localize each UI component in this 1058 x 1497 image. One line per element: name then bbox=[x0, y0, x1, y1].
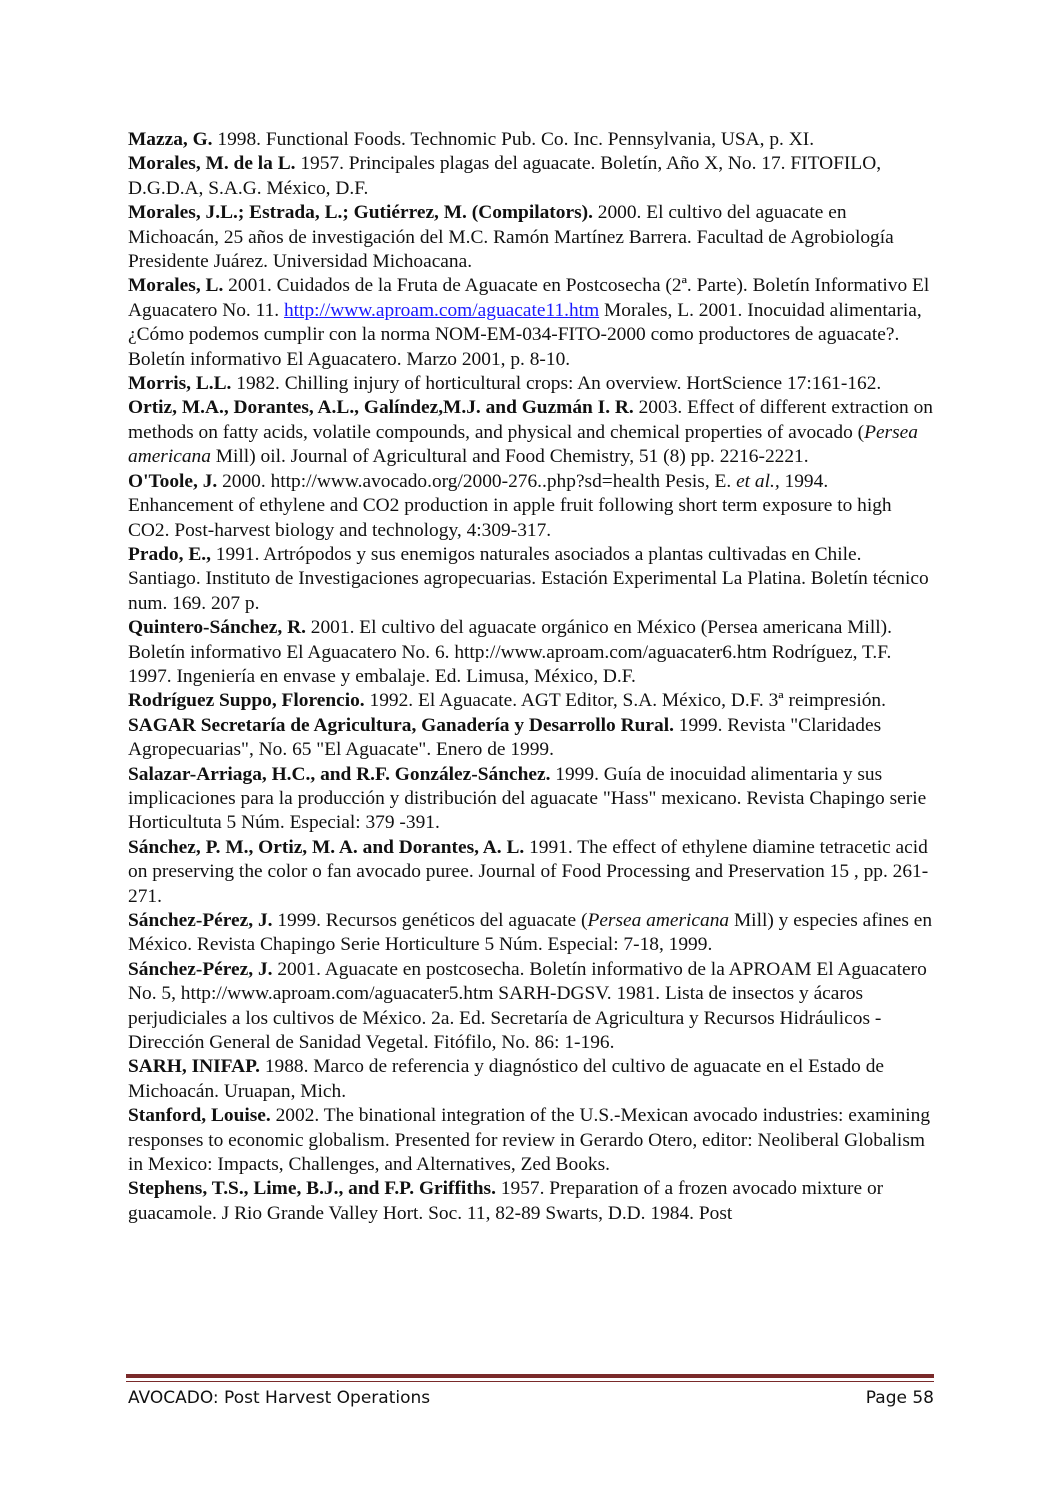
reference-entry bbox=[128, 616, 936, 689]
reference-author: Stanford, Louise. bbox=[128, 1105, 271, 1127]
footer-rule-thin bbox=[126, 1381, 934, 1382]
reference-author: Prado, E., bbox=[128, 543, 211, 565]
reference-text: 1991. Artrópodos y sus enemigos naturales asociados a plantas cultivadas en Chile. Santiago. Instituto de Investigaciones agropecuarias. Estación Experimental La Platina. Boletín técnico num. 169. 207 p. bbox=[128, 543, 929, 614]
reference-text: 1999. Guía de inocuidad alimentaria y sus implicaciones para la producción y distribución del aguacate "Hass" mexicano. Revista Chapingo serie Horticultuta 5 Núm. Especial: 379 -391. bbox=[128, 763, 927, 834]
reference-author: Morales, J.L.; Estrada, L.; Gutiérrez, M. (Compilators). bbox=[128, 202, 593, 224]
reference-author: Quintero-Sánchez, R. bbox=[128, 617, 306, 639]
reference-author: SAGAR Secretaría de Agricultura, Ganadería y Desarrollo Rural. bbox=[128, 714, 674, 736]
reference-entry bbox=[128, 543, 936, 616]
reference-text: 1994. Enhancement of ethylene and CO2 production in apple fruit following short term exposure to high CO2. Post-harvest biology and technology, 4:309-317. bbox=[128, 470, 892, 541]
reference-entry bbox=[128, 396, 936, 469]
reference-italic-text: Persea americana bbox=[128, 421, 918, 468]
page-number: Page 58 bbox=[865, 1388, 934, 1408]
reference-entry bbox=[128, 1104, 936, 1177]
reference-text: Mill) oil. Journal of Agricultural and Food Chemistry, 51 (8) pp. 2216-2221. bbox=[210, 446, 809, 468]
reference-author: Rodríguez Suppo, Florencio. bbox=[128, 690, 365, 712]
reference-author: Morris, L.L. bbox=[128, 373, 232, 395]
reference-text: 1991. The effect of ethylene diamine tetracetic acid on preserving the color o fan avocado puree. Journal of Food Processing and Preservation 15 , pp. 261-271. bbox=[128, 836, 929, 907]
reference-entry bbox=[128, 714, 936, 763]
reference-entry bbox=[128, 152, 936, 201]
reference-text: 1982. Chilling injury of horticultural crops: An overview. HortScience 17:161-162. bbox=[231, 373, 882, 395]
reference-text: 1992. El Aguacate. AGT Editor, S.A. México, D.F. 3ª reimpresión. bbox=[364, 690, 886, 712]
reference-text: 2003. Effect of different extraction on methods on fatty acids, volatile compounds, and physical and chemical properties of avocado ( bbox=[128, 397, 933, 443]
reference-entry bbox=[128, 763, 936, 836]
reference-author: O'Toole, J. bbox=[128, 470, 218, 492]
reference-text: 1988. Marco de referencia y diagnóstico del cultivo de aguacate en el Estado de Michoacán. Uruapan, Mich. bbox=[128, 1056, 884, 1102]
footer-rule-thick bbox=[126, 1374, 934, 1378]
reference-entry bbox=[128, 836, 936, 909]
reference-author: Mazza, G. bbox=[128, 129, 213, 150]
reference-author: Sánchez, P. M., Ortiz, M. A. and Dorantes, A. L. bbox=[128, 836, 525, 858]
reference-author: Morales, L. bbox=[128, 275, 224, 297]
reference-author: Sánchez-Pérez, J. bbox=[128, 958, 273, 980]
reference-text: 2000. http://www.avocado.org/2000-276..php?sd=health Pesis, E. bbox=[217, 470, 737, 492]
reference-entry bbox=[128, 128, 936, 152]
reference-entry bbox=[128, 689, 936, 713]
reference-text: 1998. Functional Foods. Technomic Pub. Co. Inc. Pennsylvania, USA, p. XI. bbox=[212, 129, 815, 150]
reference-author: Ortiz, M.A., Dorantes, A.L., Galíndez,M.J. and Guzmán I. R. bbox=[128, 397, 634, 419]
page-footer bbox=[128, 1385, 934, 1411]
reference-entry bbox=[128, 1177, 936, 1226]
reference-author: SARH, INIFAP. bbox=[128, 1056, 260, 1078]
reference-entry bbox=[128, 470, 936, 543]
reference-text: 1999. Revista "Claridades Agropecuarias", No. 65 "El Aguacate". Enero de 1999. bbox=[128, 714, 882, 761]
reference-author: Sánchez-Pérez, J. bbox=[128, 910, 273, 931]
reference-text: 2001. El cultivo del aguacate orgánico en México (Persea americana Mill). Boletín informativo El Aguacatero No. 6. http://www.aproam.com/aguacater6.htm Rodríguez, T.F. 1997. Ingeniería en envase y embalaje. Ed. Limusa, México, D.F. bbox=[128, 617, 892, 687]
reference-entry bbox=[128, 958, 936, 1056]
reference-author: Salazar-Arriaga, H.C., and R.F. González-Sánchez. bbox=[128, 763, 551, 785]
reference-text: Morales, L. 2001. Inocuidad alimentaria, ¿Cómo podemos cumplir con la norma NOM-EM-034-FITO-2000 como productores de aguacate?. Boletín informativo El Aguacatero. Marzo 2001, p. 8-10. bbox=[128, 299, 922, 370]
reference-entry bbox=[128, 909, 936, 958]
reference-author: Stephens, T.S., Lime, B.J., and F.P. Griffiths. bbox=[128, 1178, 496, 1200]
reference-italic-text: et al., bbox=[736, 470, 780, 492]
reference-entry bbox=[128, 201, 936, 274]
reference-text: Mill) y especies afines en México. Revista Chapingo Serie Horticulture 5 Núm. Especial: 7-18, 1999. bbox=[128, 910, 933, 956]
footer-title: AVOCADO: Post Harvest Operations bbox=[128, 1388, 431, 1408]
reference-text: 1957. Principales plagas del aguacate. Boletín, Año X, No. 17. FITOFILO, D.G.D.A, S.A.G. México, D.F. bbox=[128, 153, 882, 199]
reference-text: 2001. Cuidados de la Fruta de Aguacate en Postcosecha (2ª. Parte). Boletín Informativo El Aguacatero No. 11. bbox=[128, 275, 930, 321]
reference-text: 2001. Aguacate en postcosecha. Boletín informativo de la APROAM El Aguacatero No. 5, http://www.aproam.com/aguacater5.htm SARH-DGSV. 1981. Lista de insectos y ácaros perjudiciales a los cultivos de México. 2a. Ed. Secretaría de Agricultura y Recursos Hidráulicos - Dirección General de Sanidad Vegetal. Fitófilo, No. 86: 1-196. bbox=[128, 958, 927, 1054]
reference-entry bbox=[128, 274, 936, 372]
reference-text: 1957. Preparation of a frozen avocado mixture or guacamole. J Rio Grande Valley Hort. Soc. 11, 82-89 Swarts, D.D. 1984. Post bbox=[128, 1178, 884, 1224]
reference-entry bbox=[128, 372, 936, 396]
reference-text: 2000. El cultivo del aguacate en Michoacán, 25 años de investigación del M.C. Ramón Martínez Barrera. Facultad de Agrobiología Presidente Juárez. Universidad Michoacana. bbox=[128, 202, 894, 273]
reference-italic-text: Persea americana bbox=[587, 910, 730, 931]
reference-list bbox=[128, 128, 936, 1226]
reference-link[interactable]: http://www.aproam.com/aguacate11.htm bbox=[283, 299, 600, 321]
reference-author: Morales, M. de la L. bbox=[128, 153, 296, 175]
reference-text: 1999. Recursos genéticos del aguacate ( bbox=[272, 910, 588, 931]
reference-entry bbox=[128, 1055, 936, 1104]
reference-text: 2002. The binational integration of the U.S.-Mexican avocado industries: examining responses to economic globalism. Presented for review in Gerardo Otero, editor: Neoliberal Globalism in Mexico: Impacts, Challenges, and Alternatives, Zed Books. bbox=[128, 1105, 931, 1176]
